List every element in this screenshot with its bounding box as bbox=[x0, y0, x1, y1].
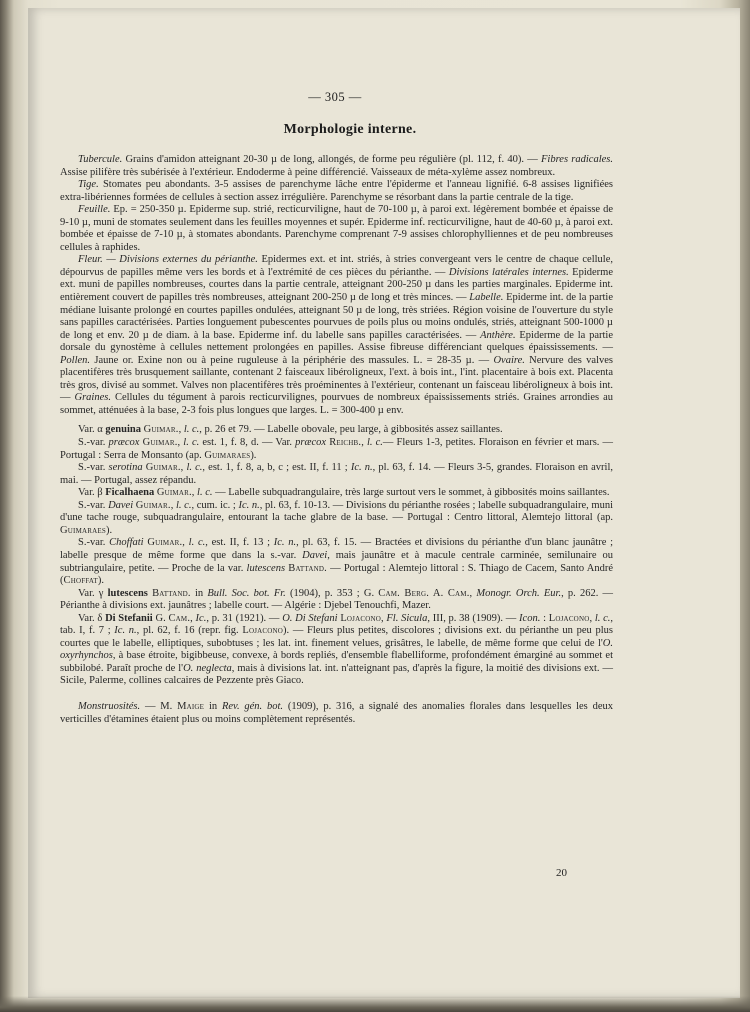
paragraph-svar-praecox: S.-var. præcox Guimar., l. c. est. 1, f. 8, d. — Var. præcox Reichb., l. c.— Fleurs 1-3, petites. Floraison en février et mars. — Portugal : Serra de Monsanto (ap. Guimaraes). bbox=[60, 437, 614, 461]
paragraph-tige: Tige. Stomates peu abondants. 3-5 assises de parenchyme lâche entre l'épiderme et l'anneau lignifié. 6-8 assises lignifiées extra-libériennes formées de cellules à section assez irrégulière. Parenchyme se résorbant dans la partie centrale de la tige. bbox=[60, 179, 613, 203]
paragraph-fleur: Fleur. — Divisions externes du périanthe. Epidermes ext. et int. striés, à stries convergeant vers le centre de chaque cellule, dépourvus de papilles même vers les bords et à l'extrémité de ces pièces du périanthe. — Divisions latérales internes. Epiderme ext. muni de papilles nombreuses, courtes dans la partie centrale, atteignant 200-250 µ dans les parties marginales. Epiderme int. entièrement couvert de papilles très nombreuses, atteignant 200-250 µ de long et très minces. — Labelle. Epiderme int. de la partie médiane luisante prolongé en courtes papilles ondulées, atteignant 50 µ de long, très striées. Région voisine de l'ouverture du style sans papilles caractérisées. Parties longuement pubescentes pourvues de poils plus ou moins ondulés, striés, atteignant 500-1000 µ de long et env. 20 µ de diam. à la base. Epiderme inf. du labelle sans papilles caractérisées. — Anthère. Epiderme de la partie dorsale du gynostème à cellules nettement prolongées en papilles. Assise fibreuse différenciant quelques épaississements. — Pollen. Jaune or. Exine non ou à peine ruguleuse à la périphérie des massules. L. = 28-35 µ. — Ovaire. Nervure des valves placentifères très brusquement saillante, contenant 2 faisceaux libéroligneux, l'ext. à bois int., l'int. placentaire à bois ext. Placenta très gros, divisé au sommet. Valves non placentifères très proéminentes à l'extérieur, contenant un faisceau libéroligneux à bois int. — Graines. Cellules du tégument à parois recticurvilignes, pourvues de nombreux épaississements striés. Graines arrondies au sommet, atténuées à la base, 2-3 fois plus longues que larges. L. = 300-400 µ env. bbox=[60, 254, 614, 416]
paragraph-var-distefanii: Var. δ Di Stefanii G. Cam., Ic., p. 31 (1921). — O. Di Stefani Lojacono, Fl. Sicula, III, p. 38 (1909). — Icon. : Lojacono, l. c., tab. I, f. 7 ; Ic. n., pl. 62, f. 16 (repr. fig. Lojacono). — Fleurs plus petites, discolores ; divisions ext. du périanthe un peu plus courtes que le labelle, elliptiques, subobtuses ; les lat. int. finement velues, grisâtres, le labelle, de même forme que celui de l'O. oxyrhynchos, à base étroite, bigibbeuse, convexe, à bords repliés, d'ensemble flabelliforme, profondément émarginé au sommet et subbilobé. Paraît proche de l'O. neglecta, mais à divisions lat. int. n'atteignant pas, d'après la figure, la moitié des divisions ext. — Sicile, Palerme, collines calcaires de Pezzente près Giaco. bbox=[60, 612, 614, 687]
paragraph-tubercule: Tubercule. Grains d'amidon atteignant 20-30 µ de long, allongés, de forme peu régulière (pl. 112, f. 40). — Fibres radicales. Assise pilifère très subérisée à l'extérieur. Endoderme à peine différencié. Vaisseaux de méta-xylème assez nombreux. bbox=[60, 154, 613, 178]
paragraph-svar-choffati: S.-var. Choffati Guimar., l. c., est. II, f. 13 ; Ic. n., pl. 63, f. 15. — Bractées et divisions du périanthe d'un blanc jaunâtre ; labelle presque de même forme que dans la s.-var. Davei, mais jaunâtre et à macule centrale carminée, semilunaire ou subtriangulaire, petite. — Proche de la var. lutescens Battand. — Portugal : Alemtejo littoral : S. Thiago de Cacem, Santo André (Choffat). bbox=[60, 537, 614, 587]
paragraph-feuille: Feuille. Ep. = 250-350 µ. Epiderme sup. strié, recticurviligne, haut de 70-100 µ, à paroi ext. légèrement bombée et épaisse de 9-10 µ, muni de stomates seulement dans les feuilles moyennes et supér. Epiderme inf. recticurviligne, haut de 40-60 µ, à paroi ext. bombée et épaisse de 7-10 µ, à stomates abondants. Parenchyme comprenant 7-9 assises chlorophylliennes et de peu nombreuses cellules à raphides. bbox=[60, 204, 613, 253]
paragraph-svar-serotina: S.-var. serotina Guimar., l. c., est. 1, f. 8, a, b, c ; est. II, f. 11 ; Ic. n., pl. 63, f. 14. — Fleurs 3-5, grandes. Floraison en avril, mai. — Portugal, assez répandu. bbox=[60, 462, 614, 486]
page-bottom-shadow bbox=[0, 996, 750, 1012]
paragraph-monstruosites: Monstruosités. — M. Maige in Rev. gén. bot. (1909), p. 316, a signalé des anomalies florales dans lesquelles les deux verticilles d'étamines étaient plus ou moins complètement représentés. bbox=[60, 700, 614, 725]
section-title: Morphologie interne. bbox=[283, 122, 417, 137]
body-text bbox=[60, 154, 613, 726]
footer-signature-number: 20 bbox=[556, 867, 567, 879]
paragraph-var-genuina: Var. α genuina Guimar., l. c., p. 26 et 79. — Labelle obovale, peu large, à gibbosités assez saillantes. bbox=[78, 424, 503, 436]
paragraph-svar-davei: S.-var. Davei Guimar., l. c., cum. ic. ; Ic. n., pl. 63, f. 10-13. — Divisions du périanthe rosées ; labelle subquadrangulaire, muni d'une tache rouge, subquadrangulaire, entourant la tache glabre de la base. — Portugal : Centro littoral, Alemtejo littoral (ap. Guimaraes). bbox=[60, 499, 614, 536]
page-number: — 305 — bbox=[308, 90, 362, 104]
paragraph-var-lutescens: Var. γ lutescens Battand. in Bull. Soc. bot. Fr. (1904), p. 353 ; G. Cam. Berg. A. Cam., Monogr. Orch. Eur., p. 262. — Périanthe à divisions ext. jaunâtres ; labelle court. — Algérie : Djebel Tenouchfi, Mazer. bbox=[60, 587, 614, 612]
paragraph-var-ficalhaena: Var. β Ficalhaena Guimar., l. c. — Labelle subquadrangulaire, très large surtout vers le sommet, à gibbosités moins saillantes. bbox=[78, 487, 610, 499]
